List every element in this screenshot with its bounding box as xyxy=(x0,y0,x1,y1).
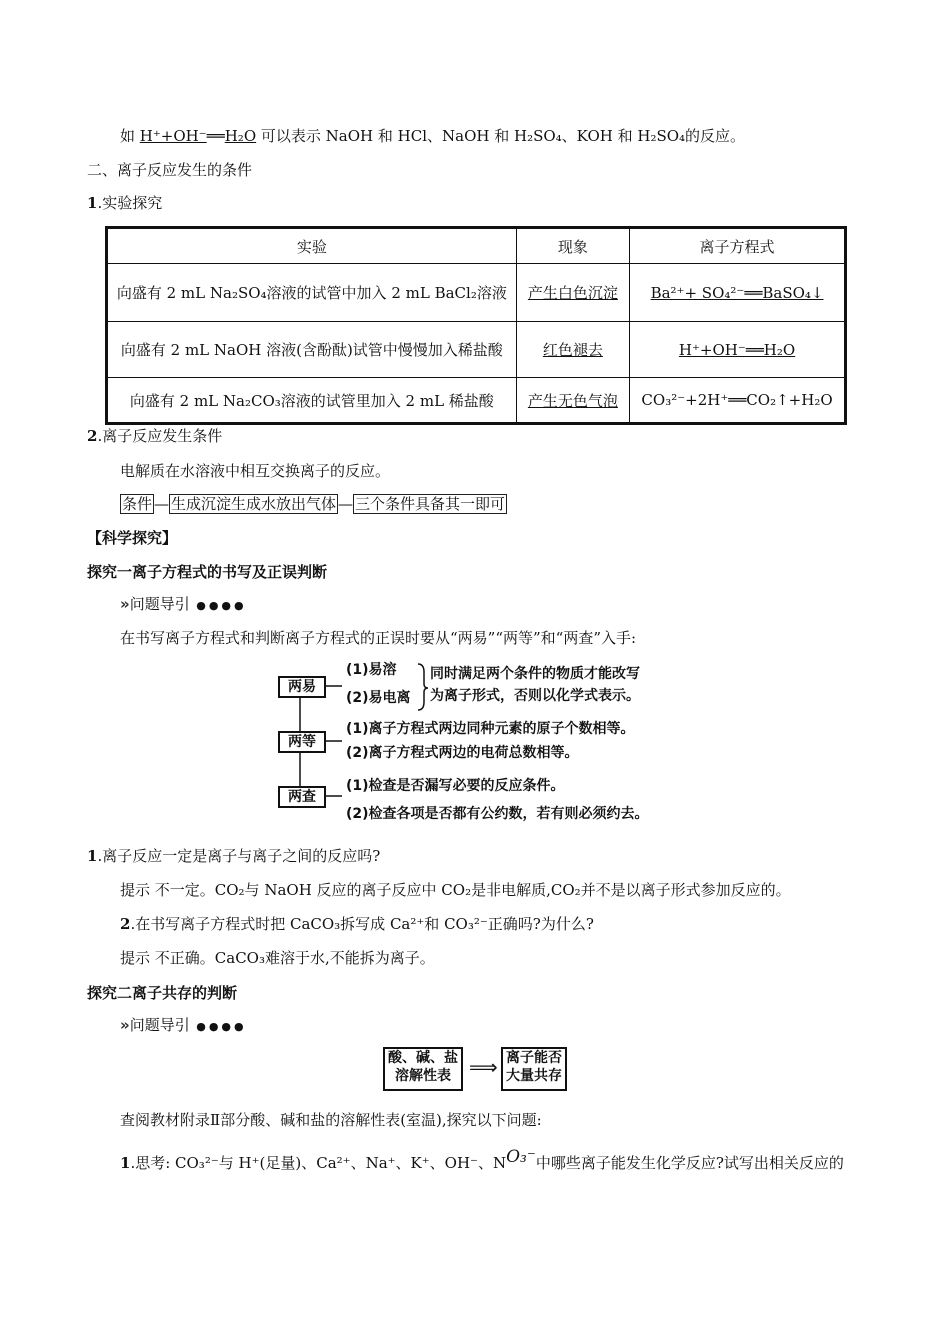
question1-number: 1 xyxy=(87,847,98,865)
explore1-title: 探究一离子方程式的书写及正误判断 xyxy=(87,563,328,581)
flow-box-coexist xyxy=(501,1047,567,1091)
guide-header xyxy=(120,594,247,616)
section2-title: 二、离子反应发生的条件 xyxy=(87,161,253,179)
subsection1-heading xyxy=(87,193,162,213)
subsection2-text: 电解质在水溶液中相互交换离子的反应。 xyxy=(120,462,391,480)
guide-header-2 xyxy=(120,1015,247,1037)
subsection2-title: .离子反应发生条件 xyxy=(97,427,223,445)
science-explore-title: 【科学探究】 xyxy=(87,529,178,547)
experiment-table xyxy=(105,226,847,425)
subsection1-number: 1 xyxy=(87,194,98,212)
flow-left-line1: 酸、碱、盐 xyxy=(388,1050,458,1066)
table-header-cell: 现象 xyxy=(516,228,629,264)
answer1: 提示 不一定。CO₂与 NaOH 反应的离子反应中 CO₂是非电解质,CO₂并不是以离子形式参加反应的。 xyxy=(120,881,791,899)
flow-left-line2: 溶解性表 xyxy=(395,1068,451,1084)
connector: — xyxy=(154,495,170,513)
think-text: .思考: CO₃²⁻与 H⁺(足量)、Ca²⁺、Na⁺、K⁺、OH⁻、N xyxy=(130,1154,507,1172)
answer2: 提示 不正确。CaCO₃难溶于水,不能拆为离子。 xyxy=(120,949,435,967)
table-row xyxy=(107,322,846,378)
guide-label: 问题导引 xyxy=(129,1016,190,1034)
experiment-cell: 向盛有 2 mL NaOH 溶液(含酚酞)试管中慢慢加入稀盐酸 xyxy=(107,322,517,378)
question1-text: .离子反应一定是离子与离子之间的反应吗? xyxy=(97,847,381,865)
guide-label: 问题导引 xyxy=(129,595,190,613)
explore2-title: 探究二离子共存的判断 xyxy=(87,984,238,1002)
condition-list: 生成沉淀生成水放出气体 xyxy=(171,495,337,513)
flow-box-solubility xyxy=(383,1047,463,1091)
diagram-yi-1: (1)易溶 xyxy=(346,662,397,678)
check-text: 查阅教材附录Ⅱ部分酸、碱和盐的溶解性表(室温),探究以下问题: xyxy=(120,1111,542,1129)
double-arrow-icon: ⟹ xyxy=(469,1055,498,1079)
method-diagram xyxy=(278,658,698,828)
intro-eq-mid: ══ xyxy=(206,127,225,145)
subsection2-heading xyxy=(87,426,222,446)
subsection2-number: 2 xyxy=(87,427,98,445)
experiment-cell: 向盛有 2 mL Na₂SO₄溶液的试管中加入 2 mL BaCl₂溶液 xyxy=(107,264,517,322)
table-header-cell: 实验 xyxy=(107,228,517,264)
think-number: 1 xyxy=(120,1154,131,1172)
intro-line xyxy=(120,126,745,146)
table-header-cell: 离子方程式 xyxy=(630,228,846,264)
flow-right-line2: 大量共存 xyxy=(506,1068,562,1084)
diagram-box-liangyi: 两易 xyxy=(278,676,326,698)
equation-cell: CO₃²⁻+2H⁺══CO₂↑+H₂O xyxy=(630,378,846,424)
diagram-deng-2: (2)离子方程式两边的电荷总数相等。 xyxy=(346,745,579,761)
diagram-cha-1: (1)检查是否漏写必要的反应条件。 xyxy=(346,778,565,794)
diagram-deng-1: (1)离子方程式两边同种元素的原子个数相等。 xyxy=(346,721,635,737)
diagram-cha-2: (2)检查各项是否都有公约数，若有则必须约去。 xyxy=(346,806,649,822)
condition-rule: 三个条件具备其一即可 xyxy=(355,495,506,513)
phenomenon-cell: 产生无色气泡 xyxy=(516,378,629,424)
diagram-box-liangcha: 两查 xyxy=(278,786,326,808)
subsection1-title: .实验探究 xyxy=(97,194,163,212)
double-chevron-icon: » xyxy=(120,1016,130,1034)
solubility-flow xyxy=(383,1047,567,1093)
experiment-cell: 向盛有 2 mL Na₂CO₃溶液的试管里加入 2 mL 稀盐酸 xyxy=(107,378,517,424)
think-question xyxy=(120,1147,844,1173)
question2-text: .在书写离子方程式时把 CaCO₃拆写成 Ca²⁺和 CO₃²⁻正确吗?为什么? xyxy=(130,915,594,933)
condition-label: 条件 xyxy=(122,495,153,513)
diagram-box-liangdeng: 两等 xyxy=(278,731,326,753)
question2 xyxy=(120,914,594,934)
question2-number: 2 xyxy=(120,915,131,933)
phenomenon-cell: 产生白色沉淀 xyxy=(516,264,629,322)
condition-chain xyxy=(120,494,507,514)
intro-eq-lhs: H⁺+OH⁻ xyxy=(139,127,207,145)
table-row xyxy=(107,264,846,322)
explore1-intro: 在书写离子方程式和判断离子方程式的正误时要从“两易”“两等”和“两查”入手: xyxy=(120,629,637,647)
phenomenon-cell: 红色褪去 xyxy=(516,322,629,378)
question1 xyxy=(87,846,380,866)
table-header-row xyxy=(107,228,846,264)
table-row xyxy=(107,378,846,424)
diagram-yi-2: (2)易电离 xyxy=(346,690,411,706)
flow-right-line1: 离子能否 xyxy=(506,1050,562,1066)
dots-icon: ●●●● xyxy=(189,599,247,612)
diagram-yi-note1: 同时满足两个条件的物质才能改写 xyxy=(430,666,640,682)
equation-cell: Ba²⁺+ SO₄²⁻══BaSO₄↓ xyxy=(630,264,846,322)
double-chevron-icon: » xyxy=(120,595,130,613)
intro-eq-rhs: H₂O xyxy=(224,127,257,145)
dots-icon: ●●●● xyxy=(189,1020,247,1033)
intro-suffix: 可以表示 NaOH 和 HCl、NaOH 和 H₂SO₄、KOH 和 H₂SO₄的反应。 xyxy=(256,127,746,145)
equation-cell: H⁺+OH⁻══H₂O xyxy=(630,322,846,378)
think-ion: O₃⁻ xyxy=(506,1147,536,1167)
think-tail: 中哪些离子能发生化学反应?试写出相关反应的 xyxy=(535,1154,844,1172)
connector: — xyxy=(338,495,354,513)
diagram-yi-note2: 为离子形式，否则以化学式表示。 xyxy=(430,688,640,704)
intro-prefix: 如 xyxy=(120,127,140,145)
